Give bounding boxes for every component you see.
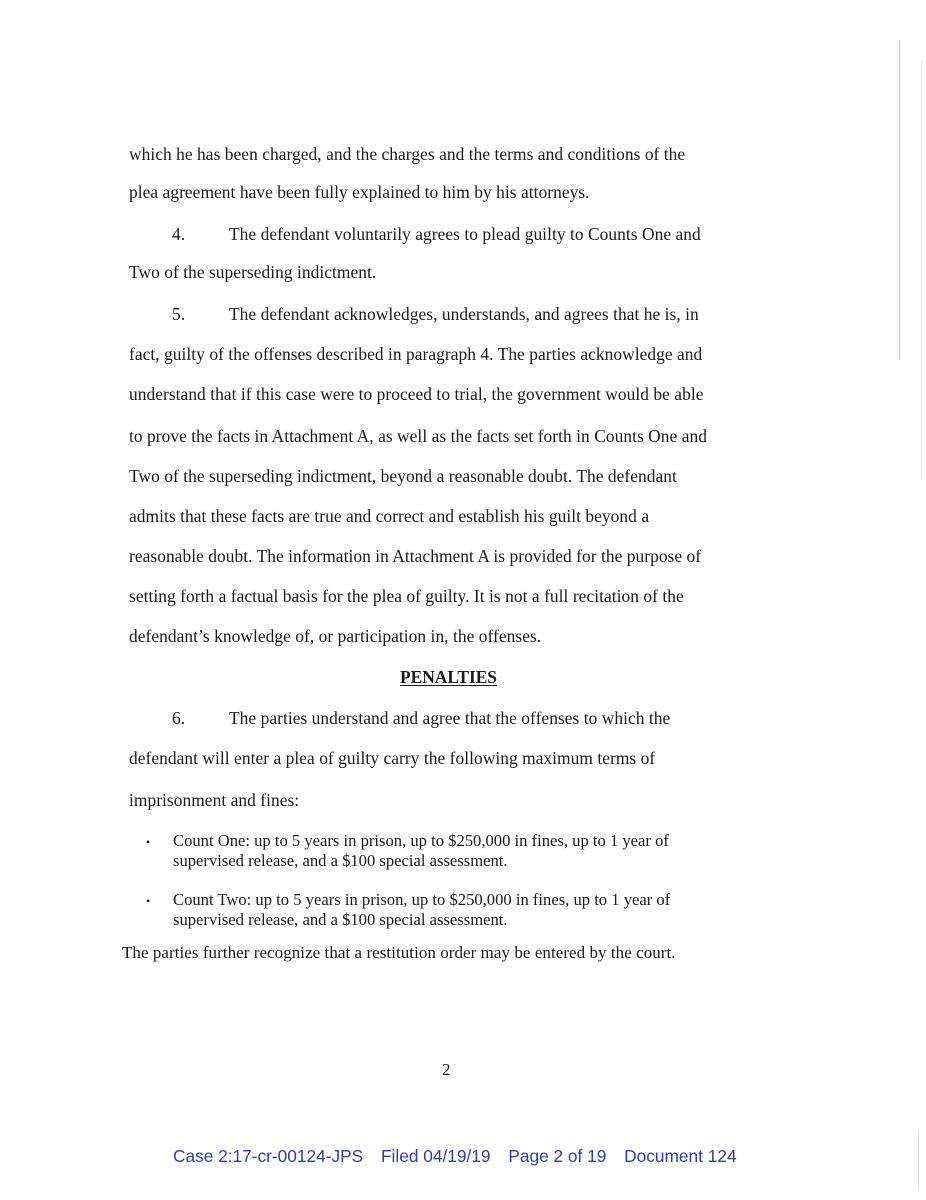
body-line: to prove the facts in Attachment A, as well as the facts set forth in Counts One and	[129, 426, 707, 446]
body-line: The parties understand and agree that the offenses to which the	[229, 708, 671, 728]
bullet-line: Count One: up to 5 years in prison, up to $250,000 in fines, up to 1 year of	[173, 831, 669, 850]
paragraph-number: 5.	[172, 304, 186, 324]
body-line: defendant’s knowledge of, or participation in, the offenses.	[129, 626, 542, 646]
body-line: reasonable doubt. The information in Attachment A is provided for the purpose of	[129, 546, 702, 566]
closing-line: The parties further recognize that a restitution order may be entered by the court.	[122, 943, 676, 962]
bullet-line: supervised release, and a $100 special assessment.	[173, 851, 508, 870]
paragraph-number: 6.	[172, 708, 186, 728]
body-line: setting forth a factual basis for the plea of guilty. It is not a full recitation of the	[129, 586, 684, 606]
footer-case: Case 2:17-cr-00124-JPS	[173, 1146, 364, 1166]
body-line: The defendant acknowledges, understands, and agrees that he is, in	[229, 304, 699, 324]
scan-edge-mark	[899, 40, 900, 360]
body-line: plea agreement have been fully explained to him by his attorneys.	[129, 182, 590, 202]
body-line: fact, guilty of the offenses described in paragraph 4. The parties acknowledge and	[129, 344, 703, 364]
bullet-line: supervised release, and a $100 special assessment.	[173, 910, 508, 929]
footer-page: Page 2 of 19	[508, 1146, 607, 1166]
bullet-line: Count Two: up to 5 years in prison, up to $250,000 in fines, up to 1 year of	[173, 890, 671, 909]
footer-filed: Filed 04/19/19	[381, 1146, 491, 1166]
body-line: admits that these facts are true and correct and establish his guilt beyond a	[129, 506, 650, 526]
body-line: imprisonment and fines:	[129, 790, 300, 810]
body-line: Two of the superseding indictment, beyond a reasonable doubt. The defendant	[129, 466, 677, 486]
scan-edge-mark	[921, 60, 922, 480]
section-heading: PENALTIES	[400, 667, 497, 687]
bullet-icon: •	[146, 835, 151, 849]
scan-edge-mark	[918, 1130, 919, 1190]
footer-document: Document 124	[624, 1146, 737, 1166]
bullet-icon: •	[146, 894, 151, 908]
body-line: understand that if this case were to proceed to trial, the government would be able	[129, 384, 704, 404]
body-line: The defendant voluntarily agrees to plead guilty to Counts One and	[229, 224, 701, 244]
paragraph-number: 4.	[172, 224, 186, 244]
body-line: which he has been charged, and the charges and the terms and conditions of the	[129, 144, 686, 164]
case-footer	[173, 1145, 737, 1167]
page-number: 2	[442, 1060, 451, 1079]
body-line: Two of the superseding indictment.	[129, 262, 377, 282]
body-line: defendant will enter a plea of guilty carry the following maximum terms of	[129, 748, 656, 768]
